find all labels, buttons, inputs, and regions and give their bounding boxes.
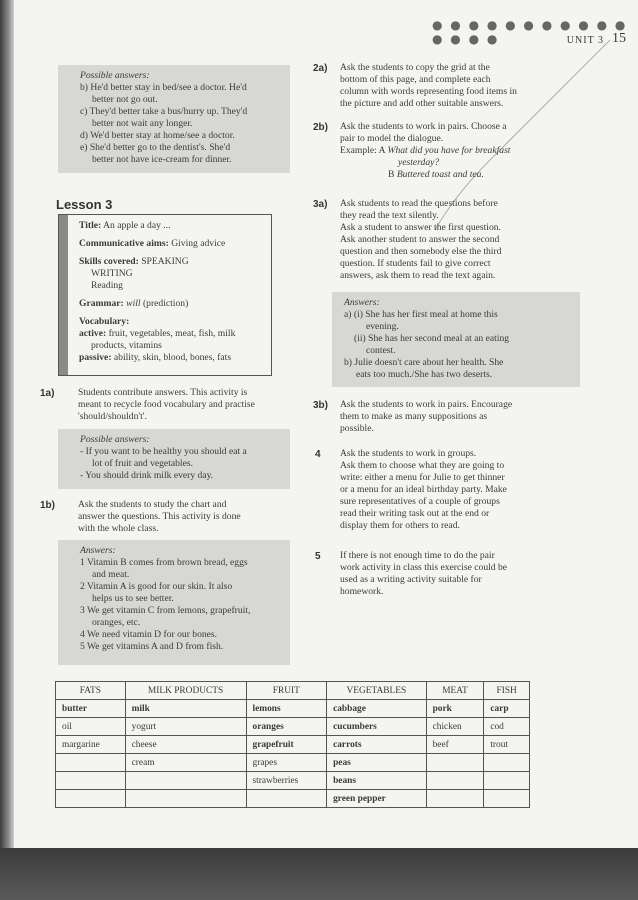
table-row: [56, 754, 530, 772]
grammar-label: Grammar:: [79, 298, 124, 309]
grid-cell: [484, 754, 530, 772]
answer-line: 4 We need vitamin D for our bones.: [80, 629, 218, 640]
text-line: Students contribute answers. This activity is: [78, 387, 248, 398]
food-grid-table: [55, 681, 530, 808]
lesson-info-content: [79, 220, 267, 364]
exercise-1b-number: 1b): [40, 500, 55, 511]
text-line: question and then somebody else the third: [340, 246, 502, 257]
exercise-2b-text: [340, 121, 580, 181]
grid-cell: grapefruit: [246, 736, 327, 754]
exercise-5-text: [340, 550, 580, 598]
exercise-2a-number: 2a): [313, 63, 328, 74]
answers-1b-box: [58, 540, 290, 665]
example-b-text: Buttered toast and tea.: [396, 169, 484, 180]
text-line: used as a writing activity suitable for: [340, 574, 482, 585]
answer-line: a) (i) She has her first meal at home this: [344, 309, 498, 320]
answers-3a-box: [332, 292, 580, 387]
text-line: sure representatives of a couple of groups: [340, 496, 500, 507]
aims-label: Communicative aims:: [79, 238, 169, 249]
answer-line: better not wait any longer.: [92, 118, 193, 129]
possible-answers-heading: Possible answers:: [80, 70, 150, 81]
text-line: Ask the students to study the chart and: [78, 499, 227, 510]
grid-cell: [426, 772, 484, 790]
answer-line: - If you want to be healthy you should eat a: [80, 446, 247, 457]
skills-value: SPEAKING: [138, 256, 189, 267]
grid-cell: peas: [327, 754, 427, 772]
answer-line: 1 Vitamin B comes from brown bread, eggs: [80, 557, 248, 568]
grid-cell: oranges: [246, 718, 327, 736]
text-line: possible.: [340, 423, 374, 434]
grid-cell: beef: [426, 736, 484, 754]
grid-cell: milk: [125, 700, 246, 718]
grid-cell: [56, 754, 126, 772]
skills-label: Skills covered:: [79, 256, 139, 267]
unit-label: UNIT 3: [566, 35, 604, 46]
lesson-title-label: Title:: [79, 220, 102, 231]
grid-cell: carp: [484, 700, 530, 718]
grid-cell: carrots: [327, 736, 427, 754]
lesson-box-bar: [59, 215, 68, 375]
grid-cell: butter: [56, 700, 126, 718]
grid-cell: cheese: [125, 736, 246, 754]
grid-cell: [246, 790, 327, 808]
text-line: with the whole class.: [78, 523, 159, 534]
grid-cell: strawberries: [246, 772, 327, 790]
aims-value: Giving advice: [168, 238, 226, 249]
text-line: meant to recycle food vocabulary and practise: [78, 399, 255, 410]
grid-cell: [56, 772, 126, 790]
food-grid-body: [56, 682, 530, 808]
table-row: [56, 790, 530, 808]
grid-cell: [484, 790, 530, 808]
answers-heading: Answers:: [344, 297, 380, 308]
passive-label: passive:: [79, 352, 112, 363]
exercise-5-number: 5: [315, 551, 321, 562]
answer-line: contest.: [366, 345, 396, 356]
exercise-4-text: [340, 448, 580, 532]
grid-cell: grapes: [246, 754, 327, 772]
grid-cell: cream: [125, 754, 246, 772]
possible-answers-heading: Possible answers:: [80, 434, 150, 445]
grid-cell: [125, 772, 246, 790]
grammar-suffix: (prediction): [140, 298, 189, 309]
text-line: If there is not enough time to do the pair: [340, 550, 495, 561]
exercise-1a-text: [78, 387, 300, 423]
grid-cell: pork: [426, 700, 484, 718]
grid-column-header: FRUIT: [246, 682, 327, 700]
lesson-title-value: An apple a day ...: [101, 220, 171, 231]
grid-cell: yogurt: [125, 718, 246, 736]
scan-bottom-shadow: [0, 848, 638, 900]
answer-line: b) He'd better stay in bed/see a doctor. He'd: [80, 82, 247, 93]
grid-cell: green pepper: [327, 790, 427, 808]
example-a-text-2: yesterday?: [398, 157, 440, 168]
text-line: display them for others to read.: [340, 520, 460, 531]
grid-cell: oil: [56, 718, 126, 736]
lesson-info-box: [58, 214, 272, 376]
possible-answers-box-2: [58, 429, 290, 489]
speaker-a: A: [378, 145, 388, 156]
grid-cell: [426, 754, 484, 772]
active-value-2: products, vitamins: [91, 340, 162, 351]
exercise-1a-number: 1a): [40, 388, 55, 399]
grid-cell: [125, 790, 246, 808]
grammar-value: will: [126, 298, 141, 309]
exercise-2a-text: [340, 62, 580, 110]
text-line: 'should/shouldn't'.: [78, 411, 147, 422]
text-line: Ask the students to work in pairs. Choose a: [340, 121, 507, 132]
text-line: the picture and add other suitable answers.: [340, 98, 504, 109]
active-label: active:: [79, 328, 107, 339]
grid-column-header: VEGETABLES: [327, 682, 427, 700]
grid-cell: margarine: [56, 736, 126, 754]
exercise-3a-number: 3a): [313, 199, 328, 210]
skills-writing: WRITING: [91, 268, 133, 279]
answer-line: - You should drink milk every day.: [80, 470, 214, 481]
text-line: them to make as many suppositions as: [340, 411, 488, 422]
grid-cell: lemons: [246, 700, 327, 718]
answer-line: lot of fruit and vegetables.: [92, 458, 193, 469]
text-line: Ask students to read the questions before: [340, 198, 498, 209]
answer-line: oranges, etc.: [92, 617, 141, 628]
lesson-heading: Lesson 3: [56, 197, 113, 212]
grid-cell: cod: [484, 718, 530, 736]
speaker-b: B: [388, 169, 397, 180]
grid-column-header: MILK PRODUCTS: [125, 682, 246, 700]
grid-cell: [484, 772, 530, 790]
page-number: 15: [612, 31, 626, 46]
text-line: question. If students fail to give correct: [340, 258, 491, 269]
answer-line: better not have ice-cream for dinner.: [92, 154, 232, 165]
exercise-3b-number: 3b): [313, 400, 328, 411]
text-line: Ask them to choose what they are going to: [340, 460, 505, 471]
grid-cell: trout: [484, 736, 530, 754]
answer-line: eats too much./She has two deserts.: [356, 369, 493, 380]
text-line: column with words representing food items in: [340, 86, 517, 97]
skills-reading: Reading: [91, 280, 123, 291]
passive-value: ability, skin, blood, bones, fats: [111, 352, 232, 363]
grid-column-header: FISH: [484, 682, 530, 700]
exercise-3a-text: [340, 198, 580, 282]
answer-line: 5 We get vitamins A and D from fish.: [80, 641, 224, 652]
header-dots: ● ● ● ● ● ● ● ● ● ● ● ● ● ● ●: [432, 18, 628, 46]
vocabulary-label: Vocabulary:: [79, 316, 130, 327]
text-line: Ask the students to work in groups.: [340, 448, 477, 459]
grid-column-header: FATS: [56, 682, 126, 700]
answer-line: evening.: [366, 321, 399, 332]
grid-header-row: [56, 682, 530, 700]
answer-line: (ii) She has her second meal at an eating: [354, 333, 510, 344]
answer-line: d) We'd better stay at home/see a doctor.: [80, 130, 235, 141]
example-label: Example:: [340, 145, 377, 156]
answer-line: e) She'd better go to the dentist's. She'd: [80, 142, 231, 153]
text-line: Ask the students to work in pairs. Encourage: [340, 399, 513, 410]
table-row: [56, 700, 530, 718]
answer-line: 3 We get vitamin C from lemons, grapefruit,: [80, 605, 251, 616]
text-line: bottom of this page, and complete each: [340, 74, 491, 85]
answer-line: c) They'd better take a bus/hurry up. They'd: [80, 106, 248, 117]
text-line: Ask a student to answer the first question.: [340, 222, 501, 233]
answer-line: helps us to see better.: [92, 593, 174, 604]
possible-answers-box-1: [58, 65, 290, 173]
answers-heading: Answers:: [80, 545, 116, 556]
exercise-3b-text: [340, 399, 580, 435]
text-line: work activity in class this exercise could be: [340, 562, 508, 573]
page-header: [432, 18, 632, 48]
text-line: answers, ask them to read the text again.: [340, 270, 496, 281]
text-line: write: either a menu for Julie to get thinner: [340, 472, 505, 483]
answer-line: 2 Vitamin A is good for our skin. It also: [80, 581, 233, 592]
example-a-text: What did you have for breakfast: [387, 145, 511, 156]
grid-cell: chicken: [426, 718, 484, 736]
table-row: [56, 718, 530, 736]
answer-line: and meat.: [92, 569, 130, 580]
grid-column-header: MEAT: [426, 682, 484, 700]
grid-cell: cabbage: [327, 700, 427, 718]
text-line: pair to model the dialogue.: [340, 133, 444, 144]
answer-line: better not go out.: [92, 94, 158, 105]
exercise-4-number: 4: [315, 449, 321, 460]
text-line: they read the text silently.: [340, 210, 439, 221]
answer-line: b) Julie doesn't care about her health. She: [344, 357, 504, 368]
exercise-1b-text: [78, 499, 300, 535]
text-line: or a menu for an ideal birthday party. Make: [340, 484, 507, 495]
text-line: Ask another student to answer the second: [340, 234, 500, 245]
grid-cell: cucumbers: [327, 718, 427, 736]
grid-cell: beans: [327, 772, 427, 790]
text-line: answer the questions. This activity is done: [78, 511, 241, 522]
grid-cell: [56, 790, 126, 808]
table-row: [56, 736, 530, 754]
text-line: Ask the students to copy the grid at the: [340, 62, 490, 73]
book-spine-shadow: [0, 0, 14, 900]
table-row: [56, 772, 530, 790]
grid-cell: [426, 790, 484, 808]
text-line: read their writing task out at the end or: [340, 508, 490, 519]
active-value: fruit, vegetables, meat, fish, milk: [106, 328, 236, 339]
text-line: homework.: [340, 586, 384, 597]
exercise-2b-number: 2b): [313, 122, 328, 133]
